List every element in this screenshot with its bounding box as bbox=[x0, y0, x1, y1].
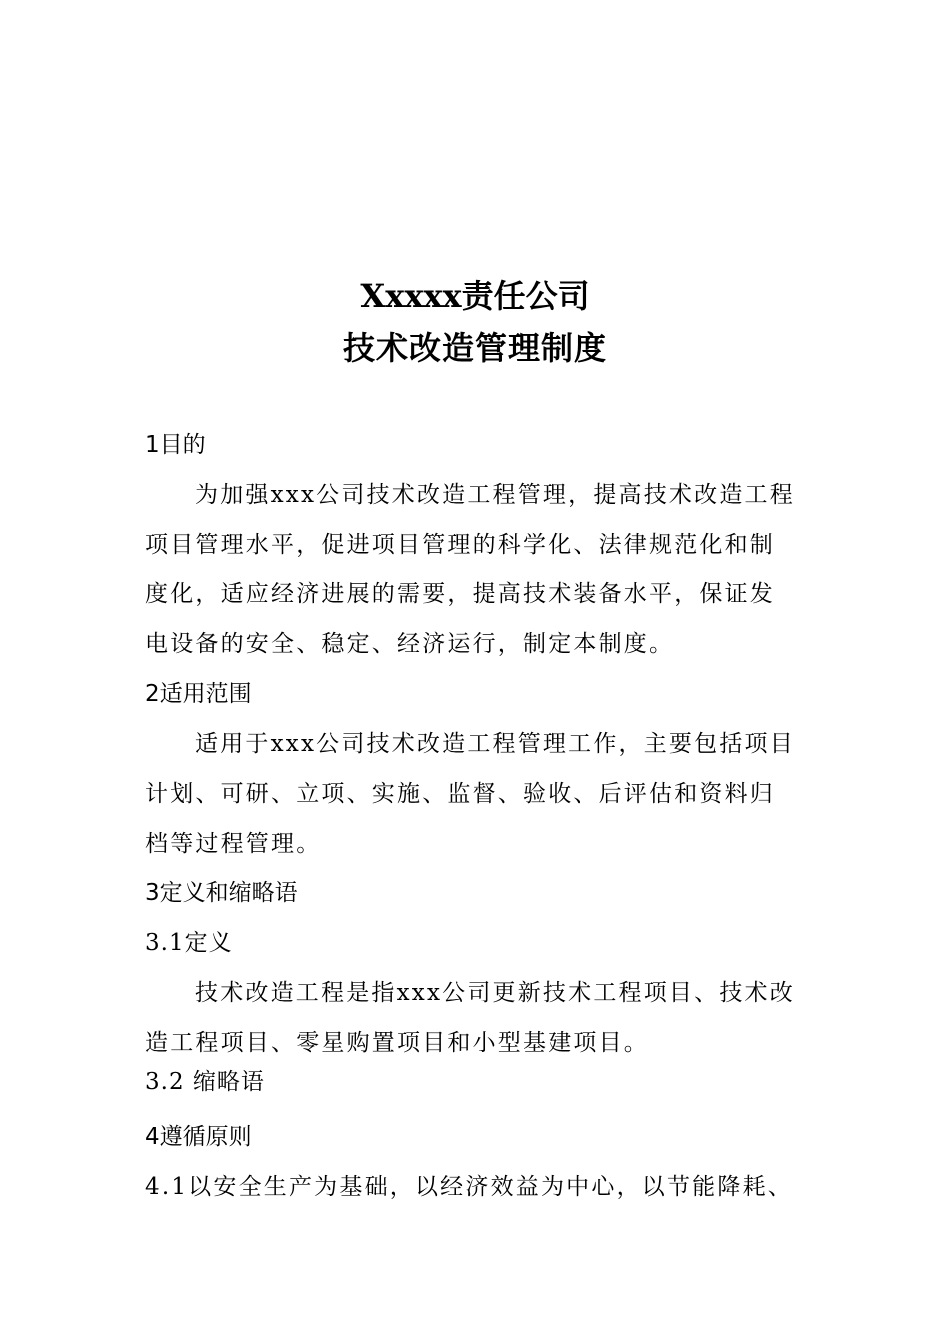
paragraph-line: 技术改造工程是指xxx公司更新技术工程项目、技术改 bbox=[195, 980, 795, 1006]
section-heading-purpose: 1目的 bbox=[145, 432, 206, 458]
section-heading-definitions: 3定义和缩略语 bbox=[145, 880, 298, 906]
section-heading-principles: 4遵循原则 bbox=[145, 1124, 252, 1150]
section-heading-scope: 2适用范围 bbox=[145, 681, 252, 707]
subsection-heading-definition: 3.1定义 bbox=[145, 930, 233, 956]
document-title-company: Xxxxx责任公司 bbox=[360, 277, 590, 315]
paragraph-line: 电设备的安全、稳定、经济运行，制定本制度。 bbox=[145, 631, 675, 657]
paragraph-line: 档等过程管理。 bbox=[145, 831, 322, 857]
paragraph-line: 适用于xxx公司技术改造工程管理工作，主要包括项目 bbox=[195, 731, 795, 757]
paragraph-line: 度化，适应经济进展的需要，提高技术装备水平，保证发 bbox=[145, 581, 775, 607]
document-title-main: 技术改造管理制度 bbox=[342, 329, 607, 367]
paragraph-line: 4.1以安全生产为基础，以经济效益为中心，以节能降耗、 bbox=[145, 1174, 793, 1200]
paragraph-line: 计划、可研、立项、实施、监督、验收、后评估和资料归 bbox=[145, 781, 775, 807]
paragraph-line: 为加强xxx公司技术改造工程管理，提高技术改造工程 bbox=[195, 482, 795, 508]
subsection-heading-abbreviations: 3.2 缩略语 bbox=[145, 1069, 265, 1095]
paragraph-line: 项目管理水平，促进项目管理的科学化、法律规范化和制 bbox=[145, 532, 775, 558]
paragraph-line: 造工程项目、零星购置项目和小型基建项目。 bbox=[145, 1030, 649, 1056]
